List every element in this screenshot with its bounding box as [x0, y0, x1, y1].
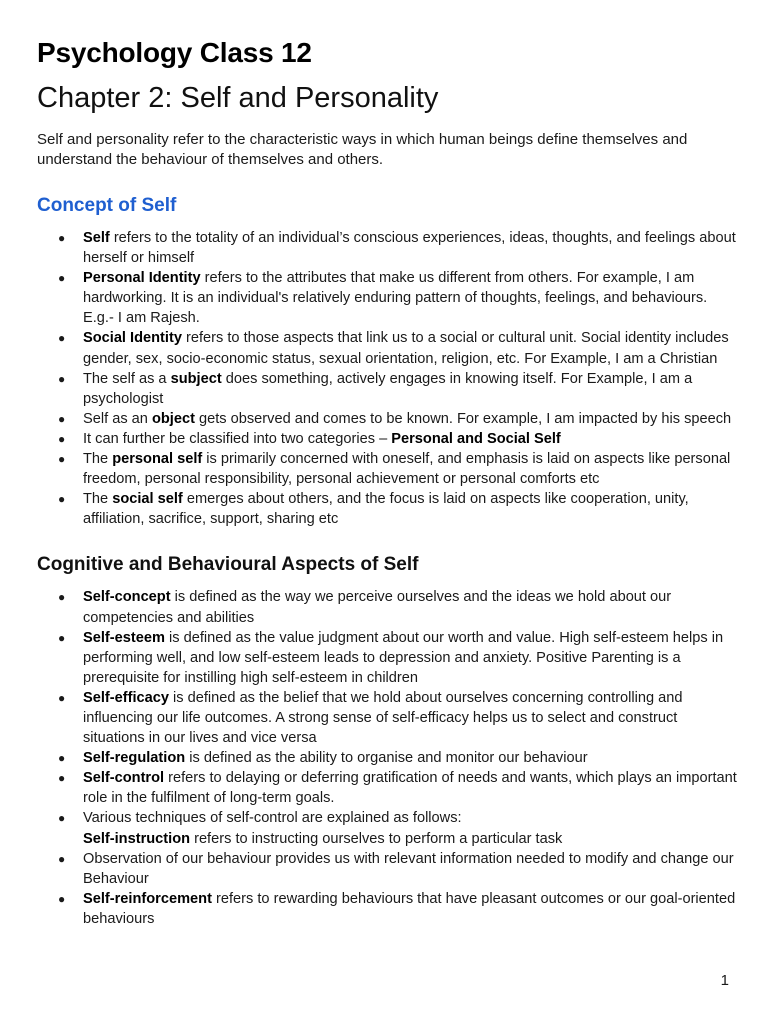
item-text: does something, actively engages in knowing itself. For Example, I am a psychologist — [83, 370, 693, 407]
list-item — [37, 768, 737, 808]
item-term: Self — [83, 230, 110, 246]
list-item — [37, 369, 737, 409]
bullet-icon: ● — [58, 492, 66, 507]
item-term: Self-regulation — [83, 750, 186, 767]
item-term: Self-esteem — [83, 629, 165, 646]
item-text: emerges about others, and the focus is laid on aspects like cooperation, unity, affiliation, sacrifice, support, sharing etc — [83, 491, 689, 528]
item-term: Self-control — [83, 770, 165, 787]
item-term: subject — [170, 370, 222, 387]
chapter-title: Chapter 2: Self and Personality — [37, 82, 439, 114]
list-item — [37, 889, 737, 929]
item-text: refers to the totality of an individual’s conscious experiences, ideas, thoughts, and feelings about herself or himself — [83, 230, 736, 267]
document-page — [37, 36, 737, 929]
item-term: object — [151, 410, 195, 427]
list-item — [37, 228, 737, 268]
list-item — [37, 489, 737, 529]
bullet-icon: ● — [58, 331, 66, 346]
item-text: refers to rewarding behaviours that have pleasant outcomes or our goal-oriented behaviours — [83, 890, 736, 927]
item-text: Self as an — [83, 410, 152, 427]
item-text: The — [83, 451, 113, 468]
list-item — [37, 449, 737, 489]
item-text: is defined as the way we perceive ourselves and the ideas we hold about our competencies and abilities — [83, 589, 672, 626]
list-item — [37, 748, 737, 768]
bullet-icon: ● — [58, 630, 66, 645]
item-term: Personal and Social Self — [391, 430, 561, 447]
list-item — [37, 409, 737, 429]
bullet-icon: ● — [58, 891, 66, 906]
item-text: is defined as the ability to organise and monitor our behaviour — [185, 750, 588, 767]
bullet-icon: ● — [58, 231, 66, 245]
item-text: Various techniques of self-control are explained as follows: — [83, 810, 462, 827]
item-term: social self — [112, 491, 183, 508]
bullet-icon: ● — [58, 371, 66, 386]
section-heading-concept-of-self: Concept of Self — [37, 195, 177, 216]
list-item — [37, 808, 737, 828]
item-text: is primarily concerned with oneself, and emphasis is laid on aspects like personal freedom, personal responsibility, personal achievement or personal comforts etc — [83, 451, 731, 488]
item-term: Self-concept — [83, 589, 171, 606]
list-item — [37, 829, 737, 849]
item-text: The — [83, 491, 113, 508]
item-term: Self-reinforcement — [83, 890, 212, 907]
item-text: Observation of our behaviour provides us with relevant information needed to modify and change our Behaviour — [83, 850, 734, 887]
list-item — [37, 429, 737, 449]
item-text: is defined as the belief that we hold about ourselves concerning controlling and influencing our life outcomes. A strong sense of self-efficacy helps us to select and construct situations in our lives and vice versa — [83, 689, 683, 747]
item-term: Self-efficacy — [83, 689, 169, 706]
list-item — [37, 628, 737, 688]
bullet-icon: ● — [58, 431, 66, 446]
list-item — [37, 688, 737, 748]
concept-of-self-list — [37, 228, 737, 529]
list-item — [37, 587, 737, 627]
item-term: Personal Identity — [83, 270, 201, 287]
bullet-icon: ● — [58, 452, 66, 467]
item-term: Self-instruction — [83, 830, 191, 847]
bullet-icon: ● — [58, 411, 66, 426]
bullet-icon: ● — [58, 851, 66, 866]
item-term: Social Identity — [83, 330, 182, 347]
item-text: is defined as the value judgment about our worth and value. High self-esteem helps in performing well, and low self-esteem leads to depression and anxiety. Positive Parenting is a prerequisite for instilling high self-esteem in children — [83, 629, 724, 686]
document-title: Psychology Class 12 — [37, 37, 312, 68]
list-item — [37, 268, 737, 328]
cognitive-behavioural-list — [37, 587, 737, 929]
item-text: gets observed and comes to be known. For example, I am impacted by his speech — [194, 410, 732, 427]
bullet-icon: ● — [58, 271, 66, 286]
item-text: The self as a — [83, 370, 171, 387]
bullet-icon: ● — [58, 590, 66, 605]
item-text: refers to the attributes that make us different from others. For example, I am hardworking. It is an individual's relatively enduring pattern of thoughts, feelings, and behaviours. E.g.- I am Rajesh. — [83, 270, 708, 327]
list-item — [37, 328, 737, 368]
item-term: personal self — [112, 451, 203, 468]
list-item — [37, 849, 737, 889]
item-text: refers to those aspects that link us to a social or cultural unit. Social identity includes gender, sex, socio-economic status, sexual orientation, religion, etc. For Example, I am a Christian — [83, 330, 729, 367]
item-text: refers to instructing ourselves to perform a particular task — [190, 830, 563, 847]
item-text: refers to delaying or deferring gratification of needs and wants, which plays an important role in the fulfilment of long-term goals. — [83, 770, 737, 807]
section-heading-cognitive-behavioural: Cognitive and Behavioural Aspects of Self — [37, 554, 419, 576]
bullet-icon: ● — [58, 811, 66, 826]
item-text: It can further be classified into two categories – — [83, 430, 392, 447]
bullet-icon: ● — [58, 771, 66, 786]
intro-paragraph: Self and personality refer to the characteristic ways in which human beings define themselves and understand the behaviour of themselves and others. — [37, 131, 688, 168]
bullet-icon: ● — [58, 751, 66, 766]
page-number: 1 — [720, 972, 729, 989]
bullet-icon: ● — [58, 690, 66, 705]
